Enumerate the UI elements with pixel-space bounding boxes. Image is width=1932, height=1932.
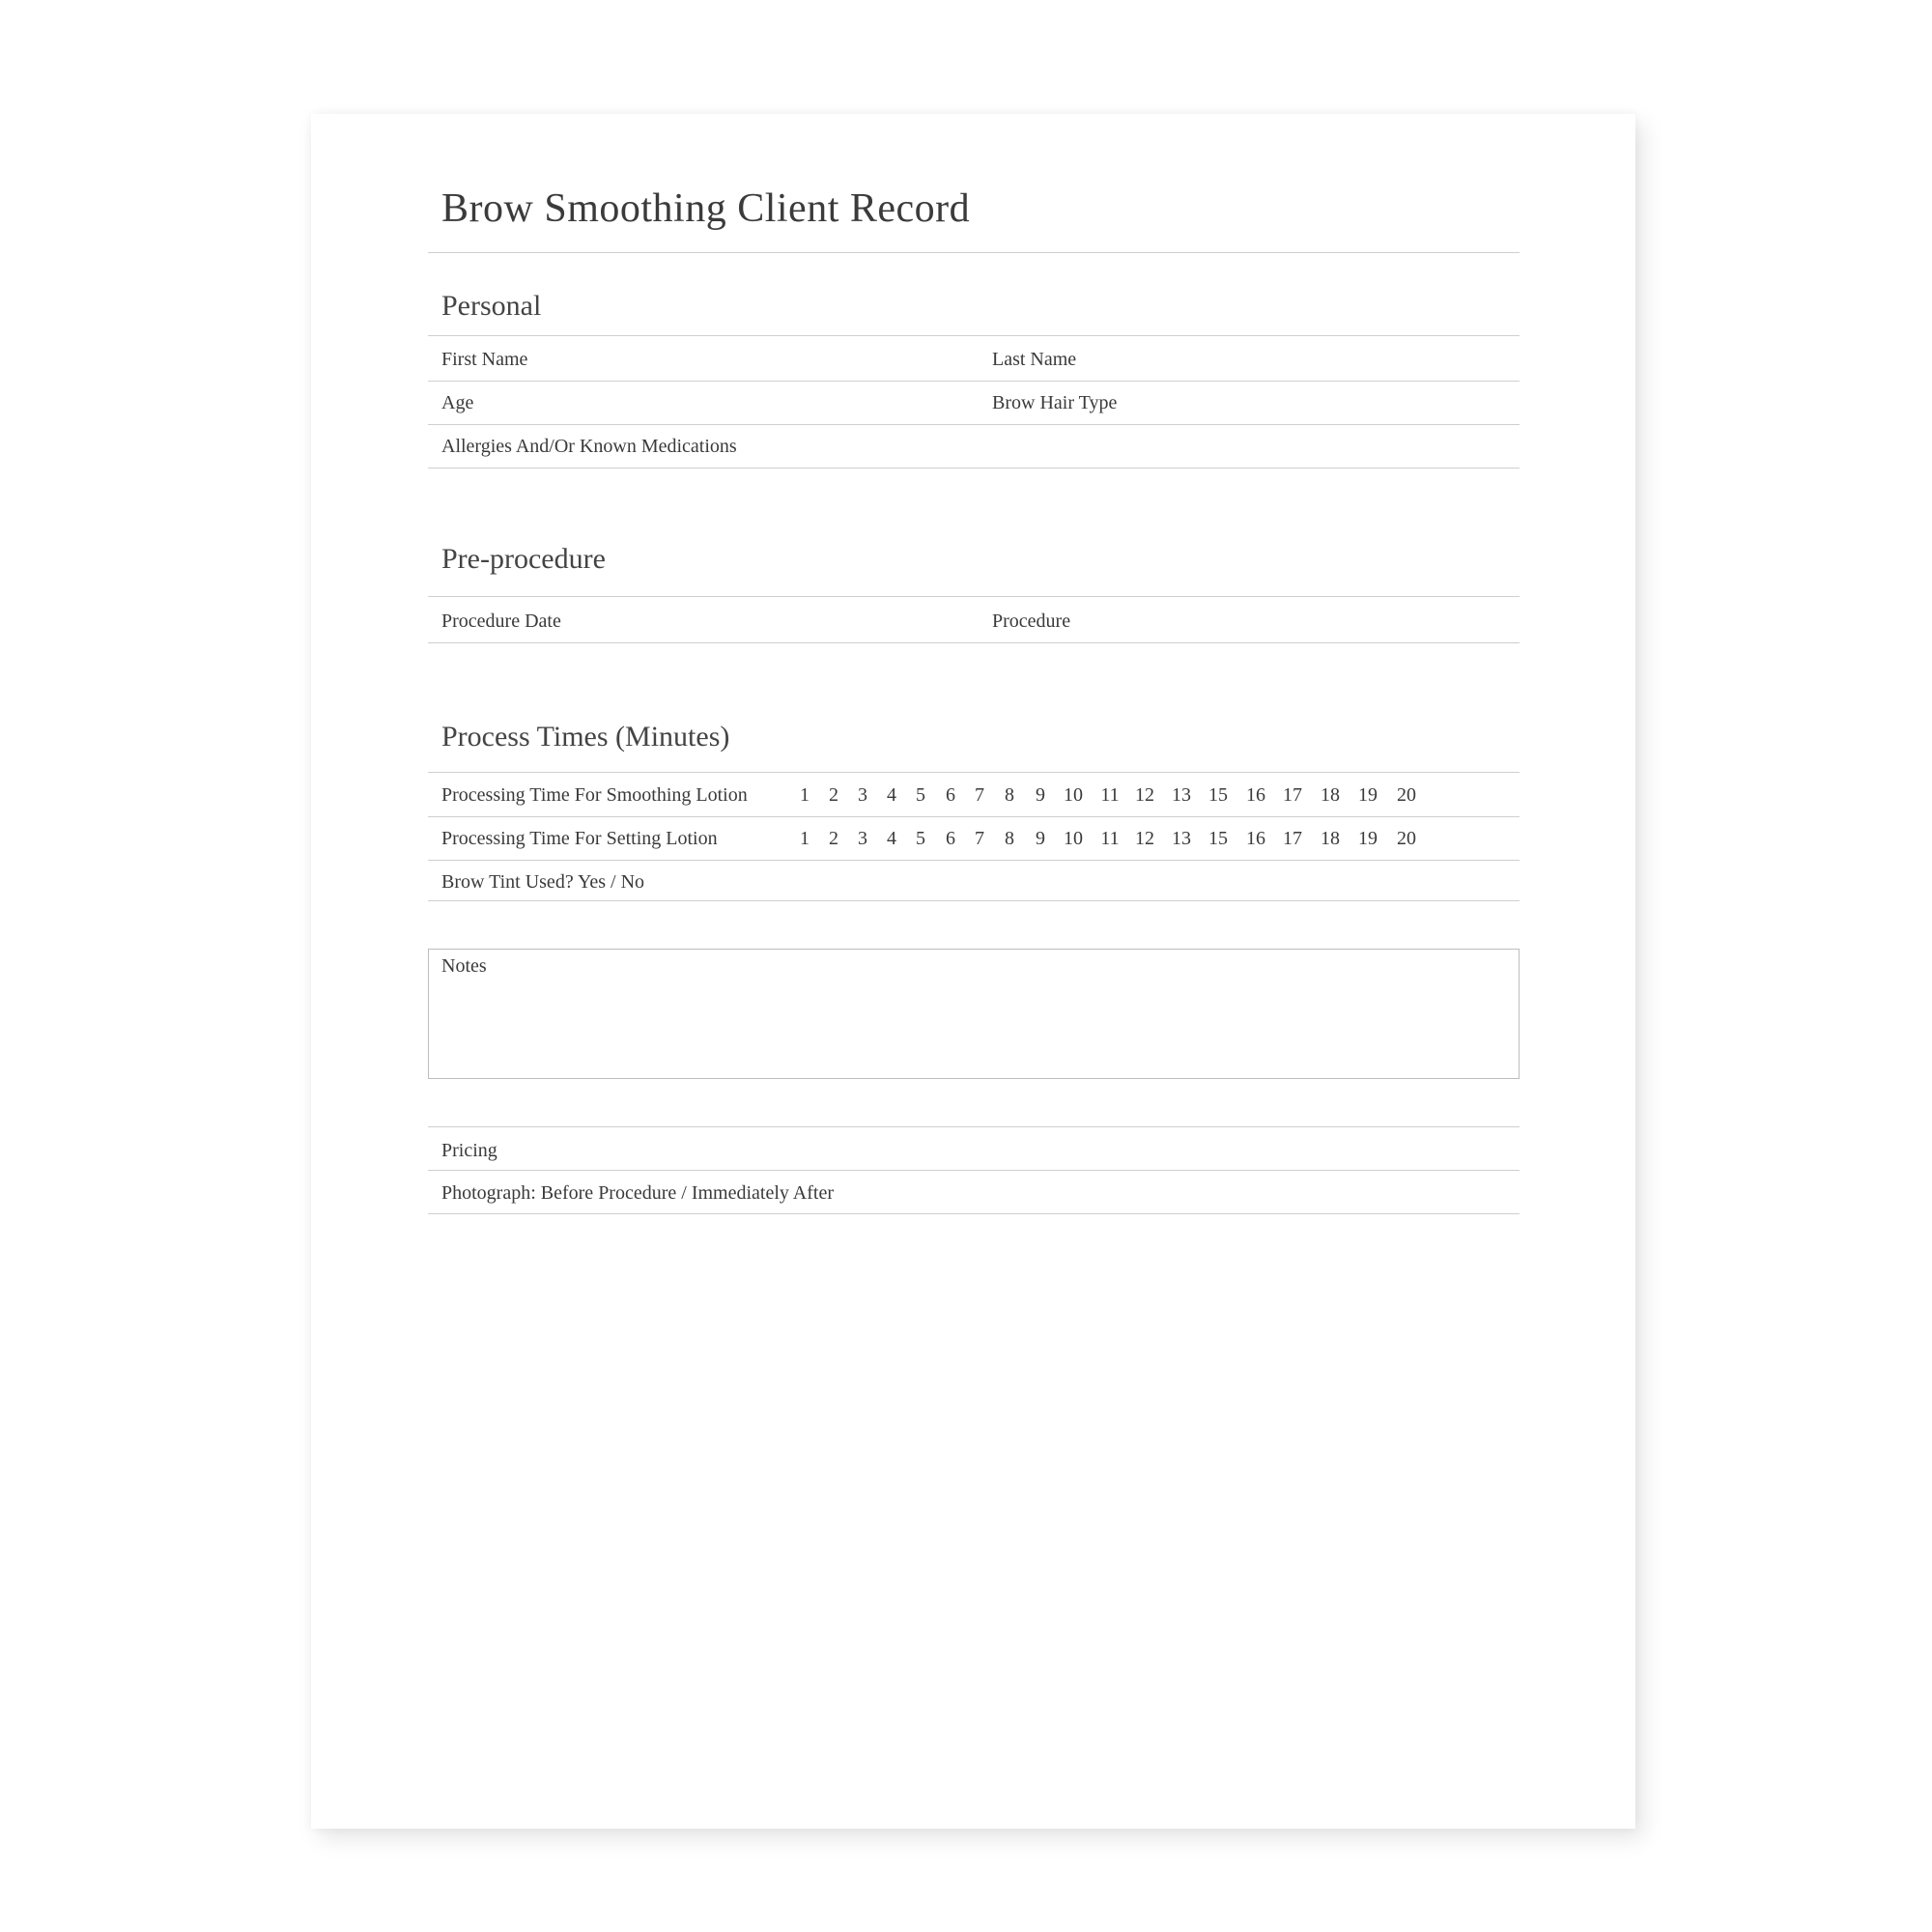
divider xyxy=(428,596,1520,597)
divider xyxy=(428,381,1520,382)
minute-option[interactable]: 1 xyxy=(800,784,810,806)
minute-option[interactable]: 5 xyxy=(916,828,925,849)
minute-option[interactable]: 12 xyxy=(1135,828,1154,849)
minute-option[interactable]: 11 xyxy=(1100,828,1120,849)
divider xyxy=(428,816,1520,817)
form-page xyxy=(311,114,1635,1829)
minute-option[interactable]: 18 xyxy=(1321,828,1340,849)
minute-option[interactable]: 7 xyxy=(975,784,984,806)
minute-option[interactable]: 7 xyxy=(975,828,984,849)
divider xyxy=(428,642,1520,643)
page-title: Brow Smoothing Client Record xyxy=(441,186,971,231)
minute-option[interactable]: 8 xyxy=(1005,828,1014,849)
minute-option[interactable]: 18 xyxy=(1321,784,1340,806)
brow-tint-field[interactable]: Brow Tint Used? Yes / No xyxy=(441,871,645,893)
process-times-heading: Process Times (Minutes) xyxy=(441,721,730,753)
minute-option[interactable]: 9 xyxy=(1036,828,1045,849)
personal-heading: Personal xyxy=(441,290,542,322)
minute-option[interactable]: 5 xyxy=(916,784,925,806)
divider xyxy=(428,900,1520,901)
divider xyxy=(428,335,1520,336)
divider xyxy=(428,424,1520,425)
minute-option[interactable]: 9 xyxy=(1036,784,1045,806)
minute-option[interactable]: 19 xyxy=(1358,828,1378,849)
pricing-field[interactable]: Pricing xyxy=(441,1140,497,1161)
divider xyxy=(428,1170,1520,1171)
minute-option[interactable]: 12 xyxy=(1135,784,1154,806)
smoothing-minute-options xyxy=(800,784,1481,811)
divider xyxy=(428,468,1520,469)
divider xyxy=(428,772,1520,773)
pre-procedure-heading: Pre-procedure xyxy=(441,543,606,575)
divider xyxy=(428,1126,1520,1127)
minute-option[interactable]: 6 xyxy=(946,828,955,849)
minute-option[interactable]: 3 xyxy=(858,828,867,849)
procedure-field[interactable]: Procedure xyxy=(992,611,1071,632)
minute-option[interactable]: 2 xyxy=(829,828,838,849)
minute-option[interactable]: 16 xyxy=(1246,828,1265,849)
minute-option[interactable]: 17 xyxy=(1283,828,1302,849)
first-name-field[interactable]: First Name xyxy=(441,349,528,370)
smoothing-time-label: Processing Time For Smoothing Lotion xyxy=(441,784,748,806)
minute-option[interactable]: 16 xyxy=(1246,784,1265,806)
minute-option[interactable]: 15 xyxy=(1208,828,1228,849)
minute-option[interactable]: 19 xyxy=(1358,784,1378,806)
minute-option[interactable]: 1 xyxy=(800,828,810,849)
minute-option[interactable]: 8 xyxy=(1005,784,1014,806)
last-name-field[interactable]: Last Name xyxy=(992,349,1077,370)
minute-option[interactable]: 20 xyxy=(1397,784,1416,806)
minute-option[interactable]: 3 xyxy=(858,784,867,806)
divider xyxy=(428,1213,1520,1214)
minute-option[interactable]: 20 xyxy=(1397,828,1416,849)
minute-option[interactable]: 2 xyxy=(829,784,838,806)
setting-minute-options xyxy=(800,828,1481,855)
minute-option[interactable]: 13 xyxy=(1172,784,1191,806)
minute-option[interactable]: 15 xyxy=(1208,784,1228,806)
minute-option[interactable]: 11 xyxy=(1100,784,1120,806)
procedure-date-field[interactable]: Procedure Date xyxy=(441,611,561,632)
notes-box[interactable] xyxy=(428,949,1520,1079)
setting-time-label: Processing Time For Setting Lotion xyxy=(441,828,718,849)
title-divider xyxy=(428,252,1520,253)
notes-label: Notes xyxy=(441,955,487,977)
minute-option[interactable]: 4 xyxy=(887,828,896,849)
brow-hair-type-field[interactable]: Brow Hair Type xyxy=(992,392,1118,413)
minute-option[interactable]: 17 xyxy=(1283,784,1302,806)
minute-option[interactable]: 10 xyxy=(1064,784,1083,806)
divider xyxy=(428,860,1520,861)
minute-option[interactable]: 13 xyxy=(1172,828,1191,849)
minute-option[interactable]: 4 xyxy=(887,784,896,806)
allergies-field[interactable]: Allergies And/Or Known Medications xyxy=(441,436,737,457)
photograph-field[interactable]: Photograph: Before Procedure / Immediately After xyxy=(441,1182,834,1204)
age-field[interactable]: Age xyxy=(441,392,474,413)
minute-option[interactable]: 10 xyxy=(1064,828,1083,849)
minute-option[interactable]: 6 xyxy=(946,784,955,806)
